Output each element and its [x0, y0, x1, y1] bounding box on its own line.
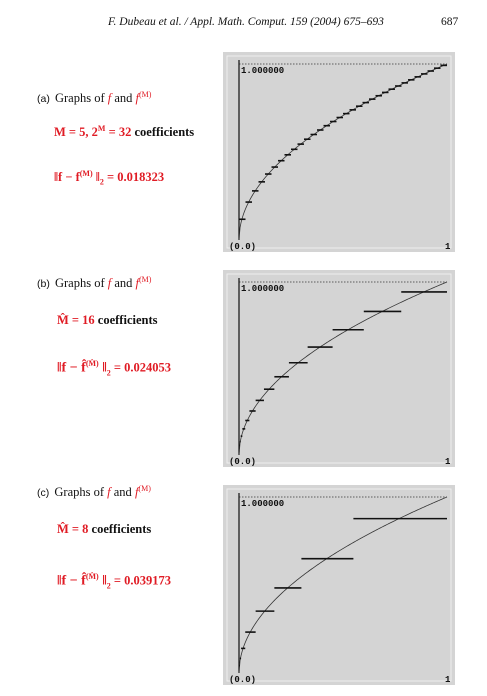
panel-b-title: (b) Graphs of f and $f^{(M)}$ [37, 275, 152, 291]
panel-c-coefficients: M̂ = 8 coefficients [57, 522, 152, 536]
plot-frame [227, 489, 451, 681]
x-right-label: 1 [445, 242, 451, 252]
plot-a [223, 52, 455, 252]
panel-a-coefficients: M = 5, $2^M = 32$ coefficients [54, 124, 195, 140]
panel-c-title: (c) Graphs of f and $f^{(M)}$ [37, 484, 151, 500]
plot-b-svg [223, 270, 455, 467]
x-right-label: 1 [445, 675, 451, 685]
plot-c-svg [223, 485, 455, 685]
panel-b-norm: ‖f − f̂$^{(M̂)}$ $‖_2 = 0.024053$ [57, 359, 172, 378]
plot-b [223, 270, 455, 467]
x-left-label: (0.0) [229, 675, 257, 685]
plot-c [223, 485, 455, 685]
panel-a-norm: ‖f − $f^{(M)}$ $‖_2 = 0.018323$ [54, 169, 165, 187]
x-right-label: 1 [445, 457, 451, 467]
panel-a-title: (a) Graphs of f and $f^{(M)}$ [37, 90, 152, 106]
panel-c-text [37, 484, 222, 604]
running-header [0, 16, 487, 32]
x-left-label: (0.0) [229, 457, 257, 467]
page-number: 687 [441, 16, 459, 28]
panel-c-norm: ‖f − f̂$^{(M̂)}$ $‖_2 = 0.039173$ [57, 572, 172, 591]
plot-frame [227, 56, 451, 248]
panel-b-text [37, 275, 222, 395]
running-head: F. Dubeau et al. / Appl. Math. Comput. 159 (2004) 675–693 [108, 16, 384, 28]
panel-a-text [37, 90, 222, 200]
x-left-label: (0.0) [229, 242, 257, 252]
ymax-label: 1.000000 [241, 284, 285, 294]
ymax-label: 1.000000 [241, 66, 285, 76]
plot-frame [227, 274, 451, 463]
plot-a-svg [223, 52, 455, 252]
ymax-label: 1.000000 [241, 499, 285, 509]
panel-b-coefficients: M̂ = 16 coefficients [57, 313, 158, 327]
